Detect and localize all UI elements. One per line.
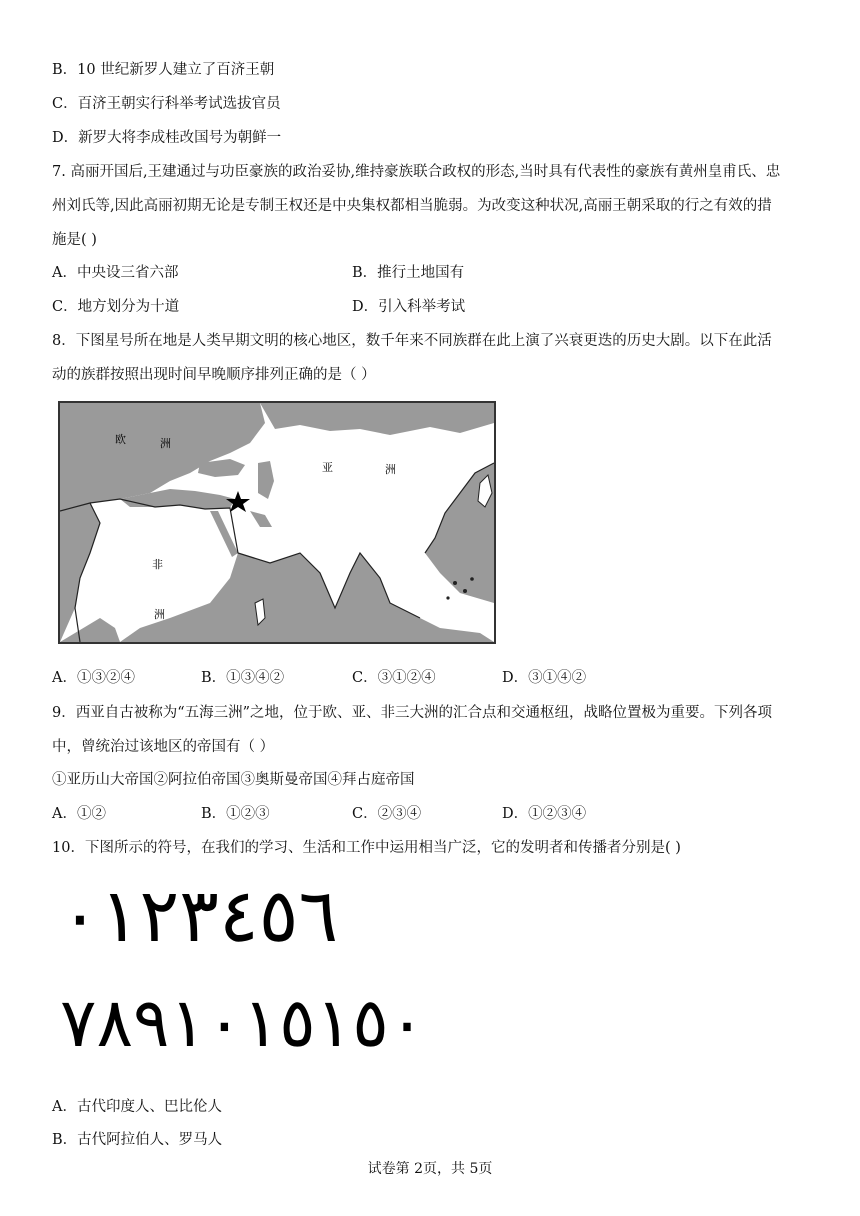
q9-option-d: D．①②③④: [502, 806, 587, 822]
q8-option-c: C．③①②④: [352, 670, 436, 686]
numerals-row-1: ٠١٢٣٤٥٦: [60, 873, 339, 959]
q6-option-b: B．10 世纪新罗人建立了百济王朝: [52, 62, 275, 78]
q9-option-c: C．②③④: [352, 806, 422, 822]
q9-stem-line2: 中，曾统治过该地区的帝国有（ ）: [52, 739, 275, 755]
q7-option-d: D．引入科举考试: [352, 299, 466, 315]
q6-option-d: D．新罗大将李成桂改国号为朝鲜一: [52, 130, 282, 146]
map-label-africa-2: 洲: [154, 608, 165, 621]
q7-stem-line2: 州刘氏等,因此高丽初期无论是专制王权还是中央集权都相当脆弱。为改变这种状况,高丽王朝采取的行之有效的措: [52, 198, 772, 214]
q10-option-a: A．古代印度人、巴比伦人: [52, 1099, 222, 1115]
map-label-asia-2: 洲: [385, 463, 396, 476]
q8-option-d: D．③①④②: [502, 670, 587, 686]
q10-stem: 10．下图所示的符号，在我们的学习、生活和工作中运用相当广泛，它的发明者和传播者分别是( ): [52, 840, 681, 856]
q9-items: ①亚历山大帝国②阿拉伯帝国③奥斯曼帝国④拜占庭帝国: [52, 772, 415, 788]
map-label-europe-2: 洲: [160, 437, 171, 450]
q9-stem-line1: 9．西亚自古被称为“五海三洲”之地，位于欧、亚、非三大洲的汇合点和交通枢纽，战略位置极为重要。下列各项: [52, 705, 773, 721]
q7-stem-line3: 施是( ): [52, 232, 97, 248]
q7-stem-line1: 7. 高丽开国后,王建通过与功臣豪族的政治妥协,维持豪族联合政权的形态,当时具有代表性的豪族有黄州皇甫氏、忠: [52, 164, 781, 180]
numerals-row-2: ٧٨٩١٠١٥١٥٠: [60, 984, 426, 1063]
q7-option-a: A．中央设三省六部: [52, 265, 179, 281]
q7-option-c: C．地方划分为十道: [52, 299, 180, 315]
map-label-europe-1: 欧: [115, 433, 126, 446]
q9-option-b: B．①②③: [201, 806, 270, 822]
page-footer: 试卷第 2页，共 5页: [367, 1161, 493, 1177]
q7-option-b: B．推行土地国有: [352, 265, 465, 281]
q6-option-c: C．百济王朝实行科举考试选拔官员: [52, 96, 281, 112]
q8-option-a: A．①③②④: [52, 670, 135, 686]
q10-option-b: B．古代阿拉伯人、罗马人: [52, 1132, 223, 1148]
world-map-figure: [58, 401, 496, 644]
map-label-asia-1: 亚: [322, 461, 333, 474]
map-label-africa-1: 非: [152, 558, 163, 571]
map-svg: [60, 403, 494, 642]
q8-option-b: B．①③④②: [201, 670, 285, 686]
q8-stem-line1: 8．下图星号所在地是人类早期文明的核心地区，数千年来不同族群在此上演了兴衰更迭的历史大剧。以下在此活: [52, 333, 772, 349]
q8-stem-line2: 动的族群按照出现时间早晚顺序排列正确的是（ ）: [52, 367, 376, 383]
q9-option-a: A．①②: [52, 806, 106, 822]
